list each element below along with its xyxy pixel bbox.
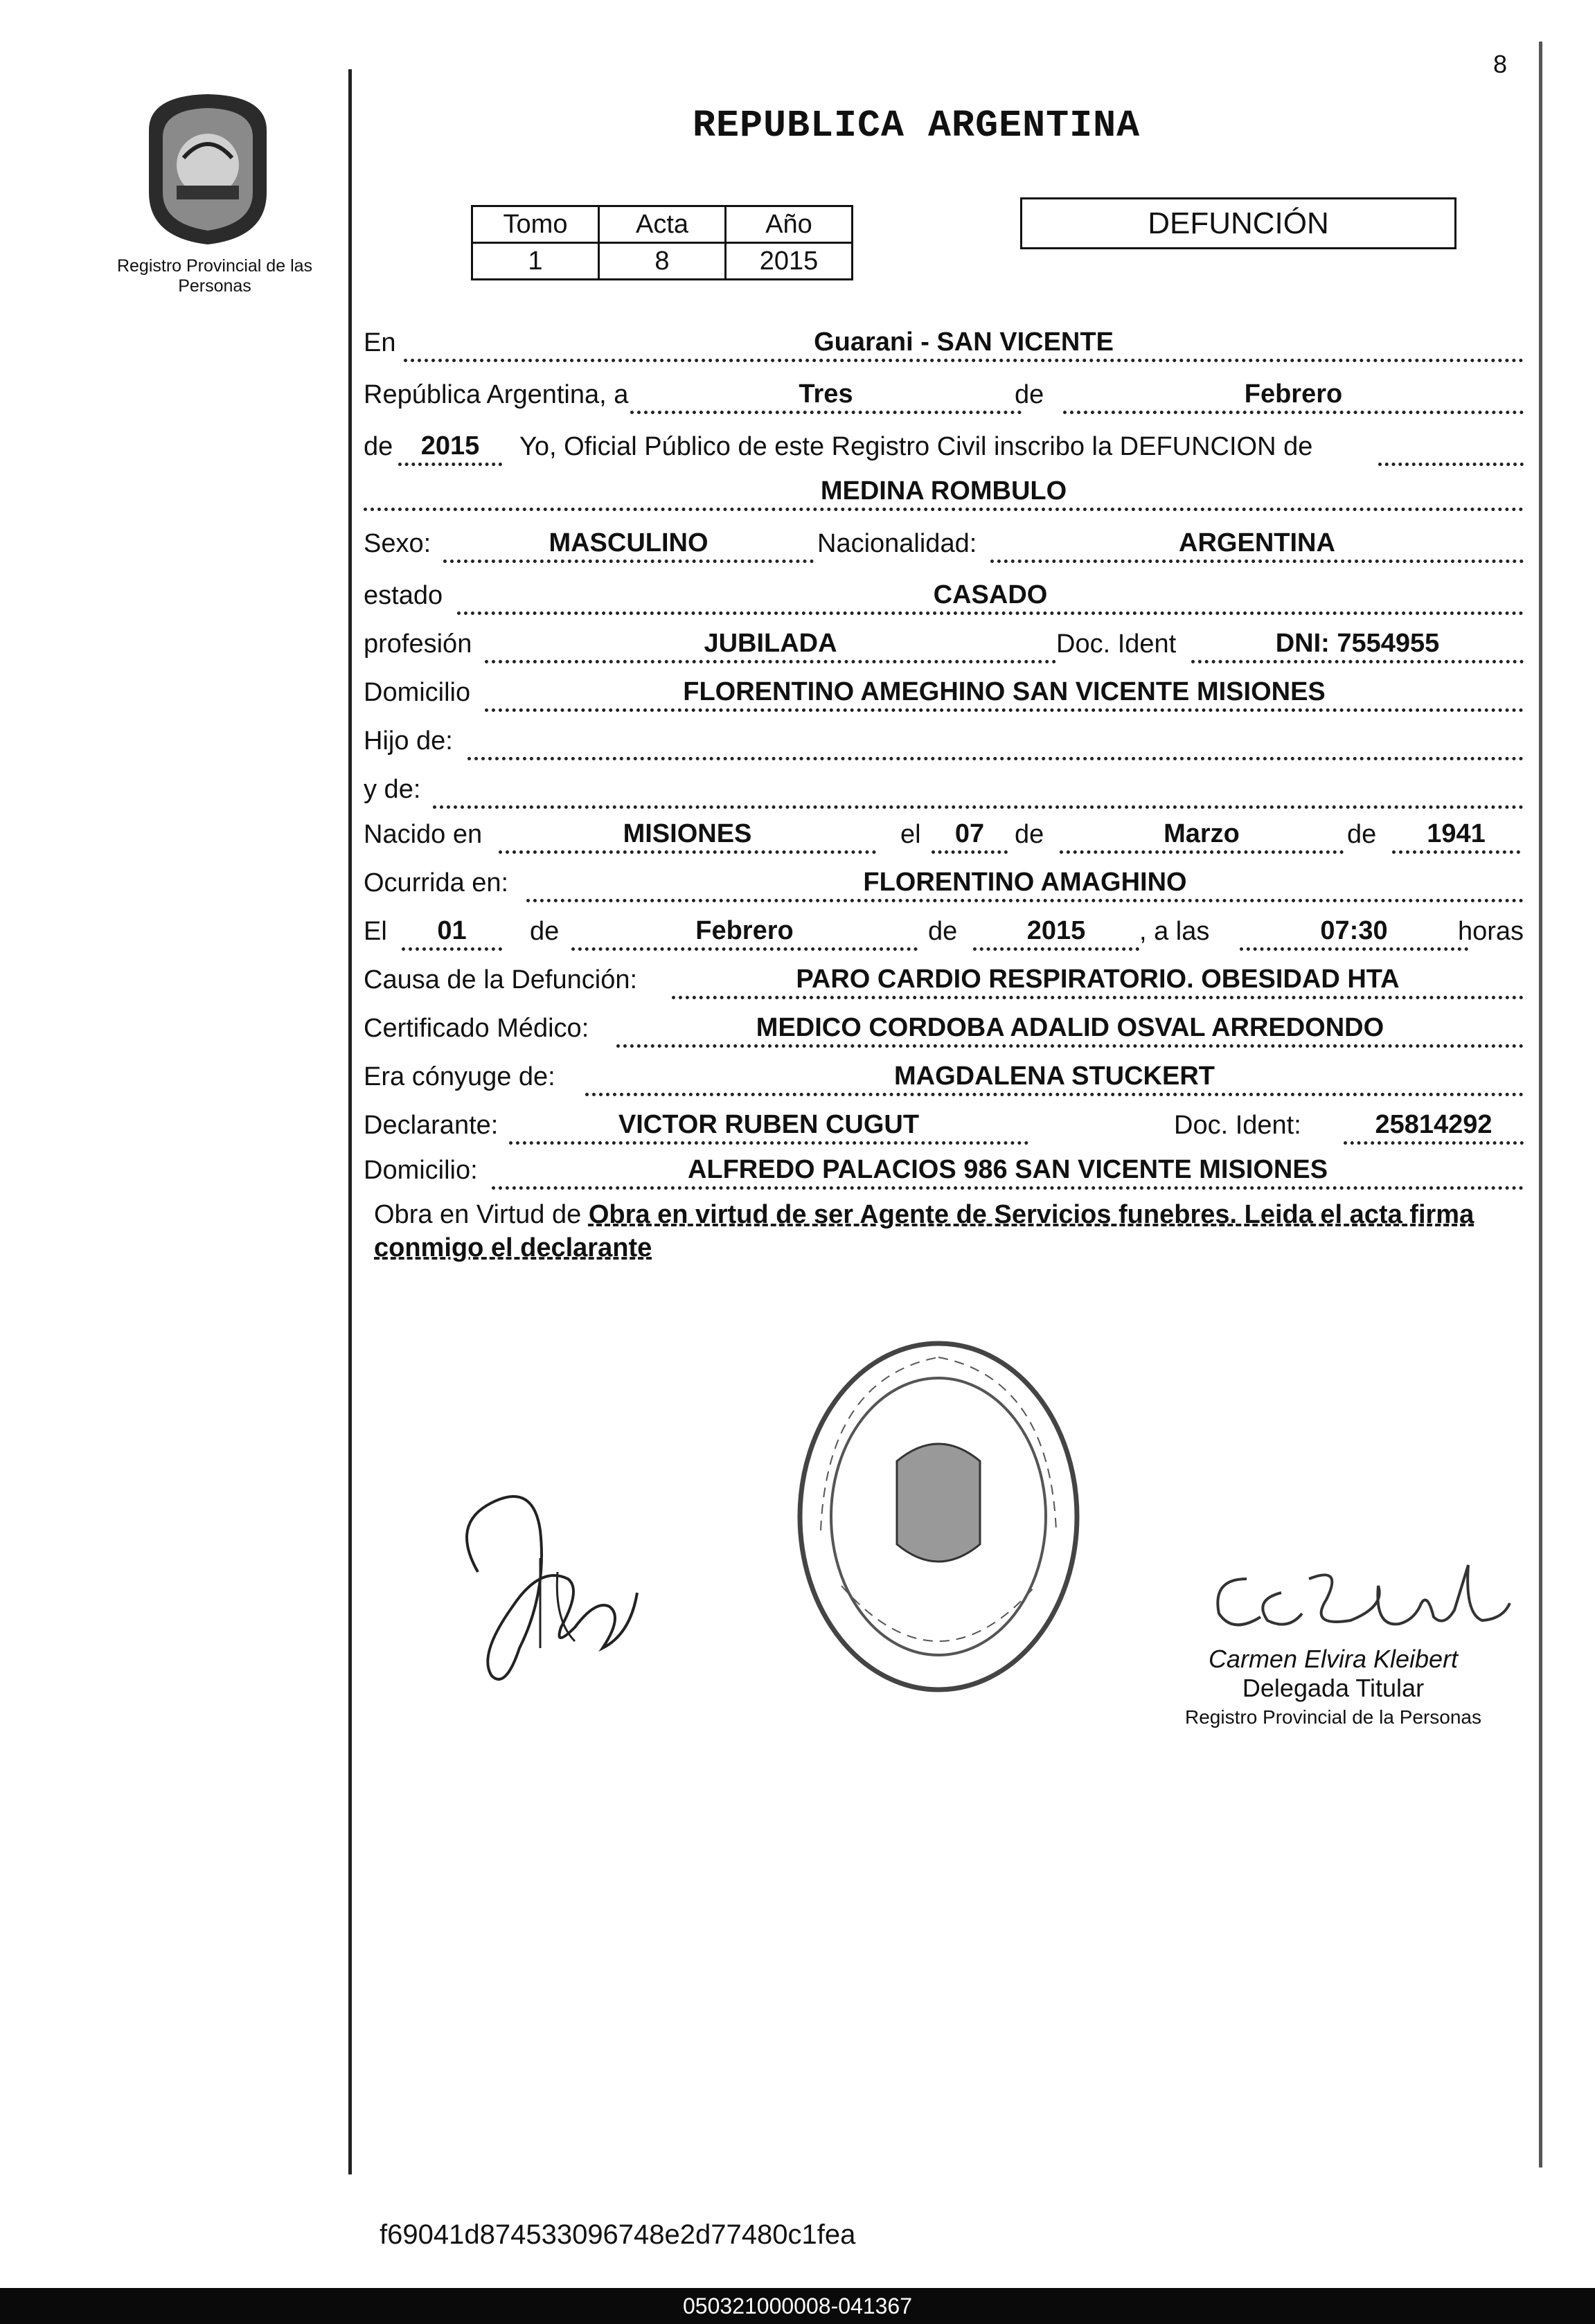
value-domicilio: FLORENTINO AMEGHINO SAN VICENTE MISIONES xyxy=(683,677,1326,706)
field-nacimiento-dia xyxy=(932,817,1008,854)
label-de-anio-nac: de xyxy=(1347,820,1377,849)
row-ocurrida xyxy=(364,866,1527,900)
row-estado xyxy=(364,578,1527,613)
value-declarante: VICTOR RUBEN CUGUT xyxy=(618,1110,920,1139)
field-nacionalidad xyxy=(990,526,1524,563)
registry-header-tomo: Tomo xyxy=(472,206,599,243)
field-conyuge xyxy=(585,1060,1524,1096)
signer-org: Registro Provincial de la Personas xyxy=(1185,1706,1481,1728)
footer-code: 050321000008-041367 xyxy=(0,2288,1595,2324)
label-domicilio: Domicilio xyxy=(364,678,471,707)
field-domicilio xyxy=(485,675,1524,712)
label-obra-en-virtud: Obra en Virtud de xyxy=(374,1200,582,1229)
official-seal xyxy=(793,1337,1084,1697)
value-nacimiento-mes: Marzo xyxy=(1164,819,1240,848)
field-nacimiento-mes xyxy=(1060,817,1344,854)
field-hijo-de xyxy=(467,724,1524,760)
label-yo-oficial: Yo, Oficial Público de este Registro Civil inscribo la DEFUNCION de xyxy=(519,432,1313,461)
row-conyuge xyxy=(364,1060,1527,1094)
value-dni: DNI: 7554955 xyxy=(1275,629,1440,658)
field-dni xyxy=(1191,627,1524,663)
registry-header-row xyxy=(472,206,853,243)
value-dia-inscripcion: Tres xyxy=(799,379,853,409)
label-de-mes: de xyxy=(1015,820,1044,849)
label-estado: estado xyxy=(364,581,443,610)
field-blank-oficial xyxy=(1378,429,1524,466)
value-defuncion-dia: 01 xyxy=(437,916,467,945)
row-lugar xyxy=(364,325,1527,360)
row-declarante xyxy=(364,1108,1527,1143)
row-domicilio-declarante xyxy=(364,1153,1527,1188)
row-domicilio xyxy=(364,675,1527,710)
label-domicilio2: Domicilio: xyxy=(364,1156,478,1185)
record-type-box: DEFUNCIÓN xyxy=(1020,197,1456,249)
label-en: En xyxy=(364,328,396,357)
value-nombre: MEDINA ROMBULO xyxy=(820,476,1067,506)
label-certificado: Certificado Médico: xyxy=(364,1014,589,1043)
document-hash: f69041d874533096748e2d77480c1fea xyxy=(380,2219,856,2250)
label-horas: horas xyxy=(1458,917,1524,946)
field-nacido-en xyxy=(499,817,876,854)
field-anio-inscripcion xyxy=(398,429,502,466)
label-doc-ident2: Doc. Ident: xyxy=(1174,1111,1301,1140)
row-inscripcion xyxy=(364,429,1527,464)
registry-value-tomo: 1 xyxy=(472,243,599,280)
field-causa xyxy=(672,963,1524,999)
field-declarante xyxy=(509,1108,1028,1145)
field-lugar xyxy=(404,325,1524,362)
label-el: el xyxy=(900,820,921,849)
value-ocurrida-en: FLORENTINO AMAGHINO xyxy=(863,868,1187,897)
field-estado xyxy=(457,578,1524,615)
row-causa xyxy=(364,963,1527,997)
value-defuncion-hora: 07:30 xyxy=(1320,916,1388,945)
value-profesion: JUBILADA xyxy=(704,629,837,658)
value-certificado: MEDICO CORDOBA ADALID OSVAL ARREDONDO xyxy=(756,1013,1384,1042)
label-de: de xyxy=(1015,380,1044,409)
field-sexo xyxy=(443,526,814,563)
label-profesion: profesión xyxy=(364,629,472,659)
field-defuncion-mes xyxy=(571,914,918,951)
value-defuncion-mes: Febrero xyxy=(695,916,794,945)
label-causa: Causa de la Defunción: xyxy=(364,965,638,994)
label-declarante: Declarante: xyxy=(364,1111,499,1140)
value-nacionalidad: ARGENTINA xyxy=(1179,528,1335,557)
field-profesion xyxy=(485,627,1056,663)
label-republica: República Argentina, a xyxy=(364,380,629,409)
signer-name: Carmen Elvira Kleibert xyxy=(1208,1645,1459,1673)
officer-signature xyxy=(1205,1537,1517,1641)
label-doc-ident: Doc. Ident xyxy=(1056,629,1177,659)
registry-value-anio: 2015 xyxy=(726,243,853,280)
row-sexo xyxy=(364,526,1527,561)
field-domicilio-declarante xyxy=(492,1153,1524,1190)
signer-role: Delegada Titular xyxy=(1242,1674,1425,1702)
field-nombre xyxy=(364,474,1524,511)
registry-value-row xyxy=(472,243,853,280)
field-declarante-doc xyxy=(1344,1108,1524,1145)
label-de-anio: de xyxy=(364,432,393,461)
label-de-def-anio: de xyxy=(928,917,958,946)
row-y-de xyxy=(364,772,1527,807)
left-margin-line xyxy=(348,69,352,2174)
value-lugar: Guarani - SAN VICENTE xyxy=(814,328,1114,357)
label-ocurrida-en: Ocurrida en: xyxy=(364,868,509,897)
logo-caption: Registro Provincial de las Personas xyxy=(116,256,313,296)
value-mes-inscripcion: Febrero xyxy=(1244,379,1343,409)
field-y-de xyxy=(433,772,1524,809)
row-profesion xyxy=(364,627,1527,661)
field-dia-inscripcion xyxy=(630,377,1022,414)
declarant-signature xyxy=(436,1468,644,1704)
label-y-de: y de: xyxy=(364,775,421,804)
field-mes-inscripcion xyxy=(1063,377,1524,414)
value-domicilio-declarante: ALFREDO PALACIOS 986 SAN VICENTE MISIONES xyxy=(687,1155,1328,1184)
obra-en-virtud xyxy=(374,1198,1531,1264)
value-sexo: MASCULINO xyxy=(549,528,709,557)
label-nacionalidad: Nacionalidad: xyxy=(817,529,977,558)
province-logo xyxy=(135,89,280,248)
signer-block xyxy=(1177,1645,1489,1732)
right-margin-line xyxy=(1539,42,1542,2167)
value-anio-inscripcion: 2015 xyxy=(420,431,480,461)
value-causa: PARO CARDIO RESPIRATORIO. OBESIDAD HTA xyxy=(796,965,1400,994)
value-nacido-en: MISIONES xyxy=(623,819,752,848)
label-nacido-en: Nacido en xyxy=(364,820,483,849)
registry-header-acta: Acta xyxy=(599,206,726,243)
row-nombre xyxy=(364,474,1527,509)
page-number: 8 xyxy=(1493,50,1508,78)
value-nacimiento-anio: 1941 xyxy=(1427,819,1486,848)
registry-header-anio: Año xyxy=(726,206,853,243)
label-de-def-mes: de xyxy=(530,917,560,946)
label-sexo: Sexo: xyxy=(364,529,431,558)
row-fecha-defuncion xyxy=(364,914,1527,949)
value-declarante-doc: 25814292 xyxy=(1375,1110,1492,1139)
field-ocurrida-en xyxy=(526,866,1524,902)
value-nacimiento-dia: 07 xyxy=(954,819,985,848)
label-el-cap: El xyxy=(364,917,387,946)
row-nacido xyxy=(364,817,1527,852)
value-conyuge: MAGDALENA STUCKERT xyxy=(893,1062,1215,1091)
field-nacimiento-anio xyxy=(1392,817,1520,854)
field-certificado xyxy=(616,1011,1524,1048)
row-hijo-de xyxy=(364,724,1527,758)
field-defuncion-anio xyxy=(973,914,1139,951)
value-estado: CASADO xyxy=(933,580,1048,609)
value-defuncion-anio: 2015 xyxy=(1026,916,1086,945)
field-defuncion-dia xyxy=(402,914,502,951)
label-a-las: , a las xyxy=(1139,917,1210,946)
registry-table xyxy=(471,205,853,280)
field-defuncion-hora xyxy=(1240,914,1468,951)
registry-value-acta: 8 xyxy=(599,243,726,280)
label-conyuge: Era cónyuge de: xyxy=(364,1062,555,1091)
label-hijo-de: Hijo de: xyxy=(364,726,453,756)
row-fecha-inscripcion xyxy=(364,377,1527,412)
page-title: REPUBLICA ARGENTINA xyxy=(693,104,1141,148)
value-obra: Obra en virtud de ser Agente de Servicios funebres. Leida el acta firma conmigo el declarante xyxy=(374,1200,1474,1262)
row-certificado xyxy=(364,1011,1527,1046)
